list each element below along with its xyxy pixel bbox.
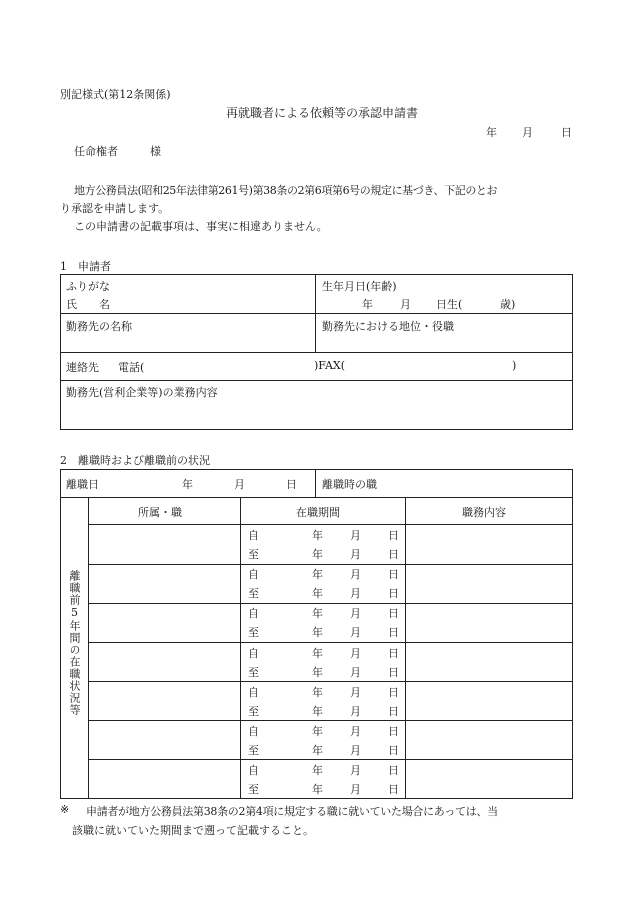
- period-month: 月: [350, 647, 361, 660]
- period-month: 月: [350, 529, 361, 542]
- period-month: 月: [350, 686, 361, 699]
- period-from-label: 自: [248, 647, 259, 660]
- period-day: 日: [388, 725, 399, 738]
- addressee-label: 任命権者: [74, 145, 118, 158]
- period-to-label: 至: [248, 587, 259, 600]
- period-year: 年: [312, 783, 323, 796]
- period-year: 年: [312, 568, 323, 581]
- column-header-period: 在職期間: [296, 506, 340, 519]
- body-paragraph-1-line-2: り承認を申請します。: [60, 202, 170, 215]
- note-line-1: 申請者が地方公務員法第38条の2第4項に規定する職に就いていた場合にあっては、当: [86, 805, 498, 818]
- period-month: 月: [350, 783, 361, 796]
- period-month: 月: [350, 744, 361, 757]
- period-from-label: 自: [248, 725, 259, 738]
- column-header-dept: 所属・職: [138, 506, 182, 519]
- period-month: 月: [350, 725, 361, 738]
- period-from-label: 自: [248, 764, 259, 777]
- retire-month: 月: [234, 478, 245, 491]
- period-day: 日: [388, 568, 399, 581]
- period-day: 日: [388, 686, 399, 699]
- period-from-label: 自: [248, 568, 259, 581]
- period-year: 年: [312, 725, 323, 738]
- retire-post-label: 離職時の職: [322, 478, 377, 491]
- dob-age: 歳): [500, 298, 516, 311]
- period-year: 年: [312, 764, 323, 777]
- period-year: 年: [312, 686, 323, 699]
- period-month: 月: [350, 568, 361, 581]
- column-header-duties: 職務内容: [462, 506, 506, 519]
- dob-label: 生年月日(年齢): [322, 280, 397, 293]
- period-month: 月: [350, 764, 361, 777]
- period-to-label: 至: [248, 783, 259, 796]
- employer-position-label: 勤務先における地位・役職: [322, 320, 454, 333]
- period-to-label: 至: [248, 666, 259, 679]
- date-year-label: 年: [486, 126, 497, 139]
- period-day: 日: [388, 666, 399, 679]
- retire-date-label: 離職日: [66, 478, 99, 491]
- period-to-label: 至: [248, 744, 259, 757]
- body-paragraph-1-line-1: 地方公務員法(昭和25年法律第261号)第38条の2第6項第6号の規定に基づき、下記のとお: [74, 184, 498, 197]
- note-line-2: 該職に就いていた期間まで遡って記載すること。: [72, 824, 314, 837]
- period-year: 年: [312, 647, 323, 660]
- period-year: 年: [312, 666, 323, 679]
- name-label: 氏 名: [66, 298, 110, 311]
- period-month: 月: [350, 548, 361, 561]
- date-month-label: 月: [522, 126, 533, 139]
- business-label: 勤務先(営利企業等)の業務内容: [66, 386, 218, 399]
- form-label: 別記様式(第12条関係): [60, 88, 171, 101]
- retire-day: 日: [286, 478, 297, 491]
- contact-label: 連絡先: [66, 361, 99, 374]
- period-day: 日: [388, 607, 399, 620]
- period-year: 年: [312, 744, 323, 757]
- period-month: 月: [350, 607, 361, 620]
- period-year: 年: [312, 607, 323, 620]
- employer-name-label: 勤務先の名称: [66, 320, 132, 333]
- period-year: 年: [312, 626, 323, 639]
- period-year: 年: [312, 529, 323, 542]
- section-2-heading: 2 離職時および離職前の状況: [60, 454, 210, 467]
- period-to-label: 至: [248, 548, 259, 561]
- period-month: 月: [350, 666, 361, 679]
- fax-label: )FAX(: [314, 359, 346, 372]
- section-1-heading: 1 申請者: [60, 260, 111, 273]
- dob-year: 年: [362, 298, 373, 311]
- period-year: 年: [312, 587, 323, 600]
- phone-label: 電話(: [118, 361, 145, 374]
- furigana-label: ふりがな: [66, 280, 110, 293]
- document-title: 再就職者による依頼等の承認申請書: [226, 106, 419, 120]
- period-from-label: 自: [248, 607, 259, 620]
- date-day-label: 日: [561, 126, 572, 139]
- history-side-label: 離職前5年間の在職状況等: [68, 570, 81, 716]
- period-day: 日: [388, 783, 399, 796]
- period-day: 日: [388, 529, 399, 542]
- period-day: 日: [388, 764, 399, 777]
- note-mark: ※: [60, 803, 70, 816]
- period-day: 日: [388, 626, 399, 639]
- period-from-label: 自: [248, 686, 259, 699]
- period-month: 月: [350, 626, 361, 639]
- period-year: 年: [312, 548, 323, 561]
- period-year: 年: [312, 705, 323, 718]
- period-month: 月: [350, 705, 361, 718]
- dob-month: 月: [400, 298, 411, 311]
- period-day: 日: [388, 647, 399, 660]
- period-day: 日: [388, 548, 399, 561]
- period-day: 日: [388, 744, 399, 757]
- body-paragraph-2: この申請書の記載事項は、事実に相違ありません。: [74, 220, 328, 233]
- retire-year: 年: [182, 478, 193, 491]
- period-day: 日: [388, 587, 399, 600]
- addressee-suffix: 様: [150, 145, 161, 158]
- fax-close: ): [512, 359, 517, 372]
- period-to-label: 至: [248, 705, 259, 718]
- period-day: 日: [388, 705, 399, 718]
- period-to-label: 至: [248, 626, 259, 639]
- dob-day: 日生(: [436, 298, 463, 311]
- period-month: 月: [350, 587, 361, 600]
- period-from-label: 自: [248, 529, 259, 542]
